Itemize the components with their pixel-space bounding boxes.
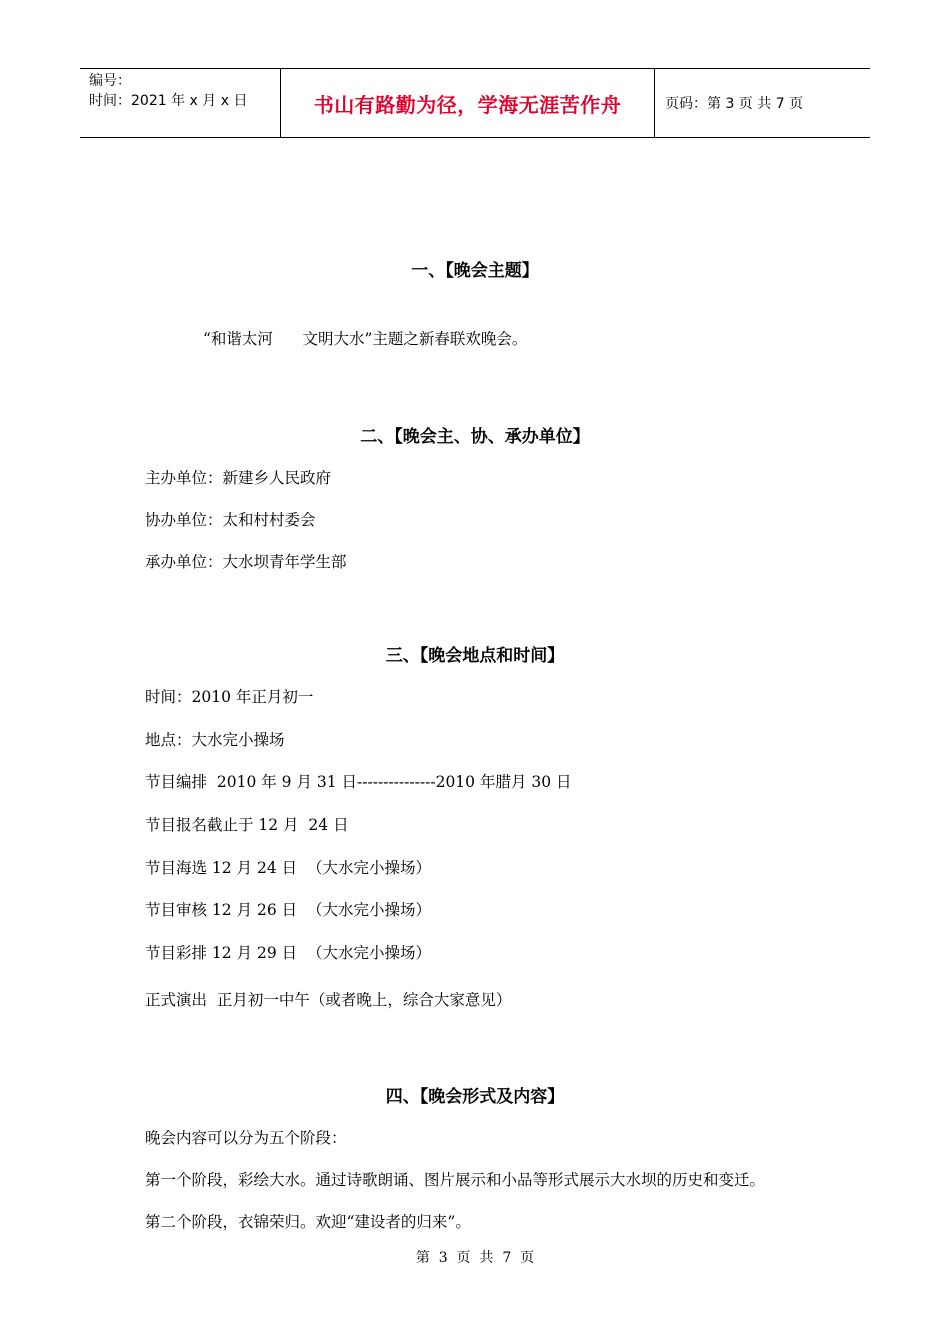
section-title-format-content: 四、【晚会形式及内容】 <box>385 1087 565 1107</box>
schedule-line: 节目编排 2010 年 9 月 31 日---------------2010 年腊月 30 日 <box>145 773 572 791</box>
page-footer: 第 3 页 共 7 页 <box>415 1250 535 1266</box>
schedule-line: 地点：大水完小操场 <box>145 731 285 749</box>
content-line: 第一个阶段，彩绘大水。通过诗歌朗诵、图片展示和小品等形式展示大水坝的历史和变迁。 <box>145 1171 766 1189</box>
schedule-line: 节目彩排 12 月 29 日 （大水完小操场） <box>145 944 432 962</box>
motto-text: 书山有路勤为径，学海无涯苦作舟 <box>313 92 622 117</box>
header-motto-cell <box>281 69 655 137</box>
organizer-line: 主办单位：新建乡人民政府 <box>145 469 332 487</box>
page-info: 页码：第 3 页 共 7 页 <box>665 96 804 112</box>
section-title-theme: 一、【晚会主题】 <box>411 261 539 281</box>
schedule-line: 正式演出 正月初一中午（或者晚上，综合大家意见） <box>145 991 512 1009</box>
section-title-place-time: 三、【晚会地点和时间】 <box>385 646 565 666</box>
content-line: 第二个阶段，衣锦荣归。欢迎“建设者的归来”。 <box>145 1213 471 1231</box>
section-title-organizers: 二、【晚会主、协、承办单位】 <box>360 427 590 447</box>
schedule-line: 节目报名截止于 12 月 24 日 <box>145 816 349 834</box>
header-meta-cell <box>80 69 281 137</box>
document-header <box>80 68 870 138</box>
schedule-line: 时间：2010 年正月初一 <box>145 688 314 706</box>
header-page-cell <box>655 69 870 137</box>
co-organizer-line: 协办单位：太和村村委会 <box>145 511 316 529</box>
schedule-line: 节目海选 12 月 24 日 （大水完小操场） <box>145 859 432 877</box>
undertaker-line: 承办单位：大水坝青年学生部 <box>145 553 347 571</box>
time-label: 时间：2021 年 x 月 x 日 <box>89 93 248 109</box>
theme-line: “和谐太河 文明大水”主题之新春联欢晚会。 <box>203 330 528 348</box>
number-label: 编号： <box>89 73 131 89</box>
schedule-line: 节目审核 12 月 26 日 （大水完小操场） <box>145 901 432 919</box>
content-line: 晚会内容可以分为五个阶段： <box>145 1129 347 1147</box>
